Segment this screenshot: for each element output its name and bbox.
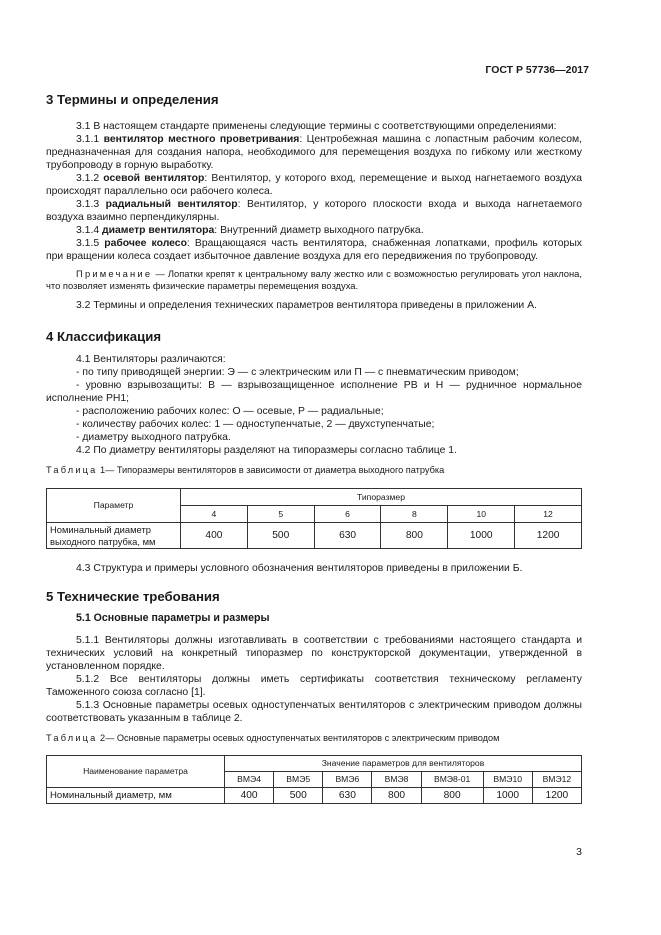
- table-1: [46, 488, 582, 549]
- term-3-1-5: [46, 237, 582, 263]
- term-definition: : Внутренний диаметр выходного патрубка.: [214, 225, 424, 236]
- standard-number: ГОСТ Р 57736—2017: [485, 64, 589, 76]
- table-header-row: [47, 756, 582, 772]
- table-cell: 1200: [515, 523, 582, 549]
- term-3-1-2: [46, 172, 582, 198]
- table-cell: 630: [323, 788, 372, 804]
- term-3-1-1: [46, 133, 582, 172]
- term-name: вентилятор местного проветривания: [103, 134, 300, 145]
- subsection-5-1-title: 5.1 Основные параметры и размеры: [76, 612, 270, 624]
- section-3-title: 3 Термины и определения: [46, 92, 219, 107]
- param-header: Наименование параметра: [47, 756, 225, 788]
- table-cell: 1000: [448, 523, 515, 549]
- paragraph-5-1-2: 5.1.2 Все вентиляторы должны иметь сертификаты соответствия техническому регламенту Таможенного союза согласно [1].: [46, 674, 582, 698]
- table-caption-label: Таблица: [46, 733, 98, 743]
- paragraph-4-2: 4.2 По диаметру вентиляторы разделяют на типоразмеры согласно таблице 1.: [76, 445, 457, 456]
- table-row: [47, 523, 582, 549]
- size-header: 5: [247, 506, 314, 523]
- table-cell: 800: [421, 788, 483, 804]
- table-cell: 400: [225, 788, 274, 804]
- model-header: ВМЭ8: [372, 772, 421, 788]
- note-text: — Лопатки крепят к центральному валу жестко или с возможностью регулировать угол наклона, что позволяет изменять физические параметры перемещения воздуха.: [46, 268, 582, 291]
- model-header: ВМЭ5: [274, 772, 323, 788]
- term-definition: : Центробежная машина с лопастным рабочим колесом, предназначенная для создания напора, необходимого для перемещения воздуха по гибкому или жесткому трубопроводу в горную выработку.: [46, 134, 583, 171]
- paragraph-4-1: 4.1 Вентиляторы различаются:: [76, 354, 226, 365]
- page-number: 3: [576, 846, 582, 858]
- section-4-title: 4 Классификация: [46, 329, 162, 344]
- size-header: 12: [515, 506, 582, 523]
- model-header: ВМЭ4: [225, 772, 274, 788]
- model-header: ВМЭ6: [323, 772, 372, 788]
- group-header: Типоразмер: [181, 489, 582, 506]
- table-header-row: [47, 489, 582, 506]
- model-header: ВМЭ12: [532, 772, 581, 788]
- group-header: Значение параметров для вентиляторов: [225, 756, 582, 772]
- paragraph-3-2: 3.2 Термины и определения технических параметров вентилятора приведены в приложении А.: [76, 300, 537, 311]
- table-cell: 1000: [483, 788, 532, 804]
- term-definition: : Вращающаяся часть вентилятора, снабженная лопатками, профиль которых при вращении колеса создает избыточное давление воздуха для его передвижения по трубопроводу.: [46, 238, 583, 262]
- table-2: [46, 755, 582, 804]
- paragraph-3-1: 3.1 В настоящем стандарте применены следующие термины с соответствующими определениями:: [76, 121, 557, 132]
- table-cell: 1200: [532, 788, 581, 804]
- table-cell: 800: [372, 788, 421, 804]
- table-cell: 630: [314, 523, 381, 549]
- term-name: диаметр вентилятора: [102, 225, 215, 236]
- term-definition: : Вентилятор, у которого вход, перемещение и выход нагнетаемого воздуха происходят параллельно оси рабочего колеса.: [46, 173, 583, 197]
- table-cell: 800: [381, 523, 448, 549]
- term-number: 3.1.1: [76, 134, 104, 145]
- size-header: 8: [381, 506, 448, 523]
- term-number: 3.1.3: [76, 199, 106, 210]
- model-header: ВМЭ10: [483, 772, 532, 788]
- term-number: 3.1.5: [76, 238, 105, 249]
- classification-item: - диаметру выходного патрубка.: [76, 432, 231, 443]
- classification-item: - по типу приводящей энергии: Э — с электрическим или П — с пневматическим приводом;: [76, 367, 519, 378]
- row-label: Номинальный диаметр, мм: [47, 788, 225, 804]
- table-caption-text: 1— Типоразмеры вентиляторов в зависимости от диаметра выходного патрубка: [97, 465, 445, 475]
- classification-item: - расположению рабочих колес: О — осевые, Р — радиальные;: [76, 406, 384, 417]
- param-header: Параметр: [47, 489, 181, 523]
- term-name: рабочее колесо: [104, 238, 187, 249]
- term-name: осевой вентилятор: [103, 173, 205, 184]
- page-content: [46, 92, 582, 804]
- table-cell: 500: [274, 788, 323, 804]
- paragraph-5-1-1: 5.1.1 Вентиляторы должны изготавливать в соответствии с требованиями настоящего стандарта и технических условий на конкретный типоразмер по конструкторской документации, утвержденной в установленном порядке.: [46, 635, 582, 672]
- model-header: ВМЭ8-01: [421, 772, 483, 788]
- table-2-caption: [46, 732, 582, 744]
- classification-item: - количеству рабочих колес: 1 — одноступенчатые, 2 — двухступенчатые;: [76, 419, 435, 430]
- size-header: 6: [314, 506, 381, 523]
- paragraph-4-3: 4.3 Структура и примеры условного обозначения вентиляторов приведены в приложении Б.: [76, 563, 523, 574]
- note: [46, 268, 582, 292]
- table-1-caption: [46, 464, 582, 476]
- term-number: 3.1.2: [76, 173, 104, 184]
- term-3-1-4: [46, 224, 582, 237]
- size-header: 10: [448, 506, 515, 523]
- table-cell: 400: [181, 523, 248, 549]
- section-5-title: 5 Технические требования: [46, 589, 220, 604]
- paragraph-5-1-3: 5.1.3 Основные параметры осевых одноступенчатых вентиляторов с электрическим приводом должны соответствовать указанным в таблице 2.: [46, 700, 582, 724]
- table-cell: 500: [247, 523, 314, 549]
- classification-item: - уровню взрывозащиты: В — взрывозащищенное исполнение РВ и Н — рудничное нормальное исполнение РН1;: [46, 380, 582, 404]
- size-header: 4: [181, 506, 248, 523]
- table-caption-label: Таблица: [46, 465, 98, 475]
- term-definition: : Вентилятор, у которого плоскости входа и выхода нагнетаемого воздуха взаимно перпендикулярны.: [46, 199, 582, 223]
- term-name: радиальный вентилятор: [105, 199, 238, 210]
- table-caption-text: 2— Основные параметры осевых одноступенчатых вентиляторов с электрическим приводом: [97, 733, 500, 743]
- term-3-1-3: [46, 198, 582, 224]
- term-number: 3.1.4: [76, 225, 102, 236]
- table-row: [47, 788, 582, 804]
- note-label: Примечание: [76, 268, 153, 279]
- row-label: Номинальный диаметр выходного патрубка, мм: [47, 523, 181, 549]
